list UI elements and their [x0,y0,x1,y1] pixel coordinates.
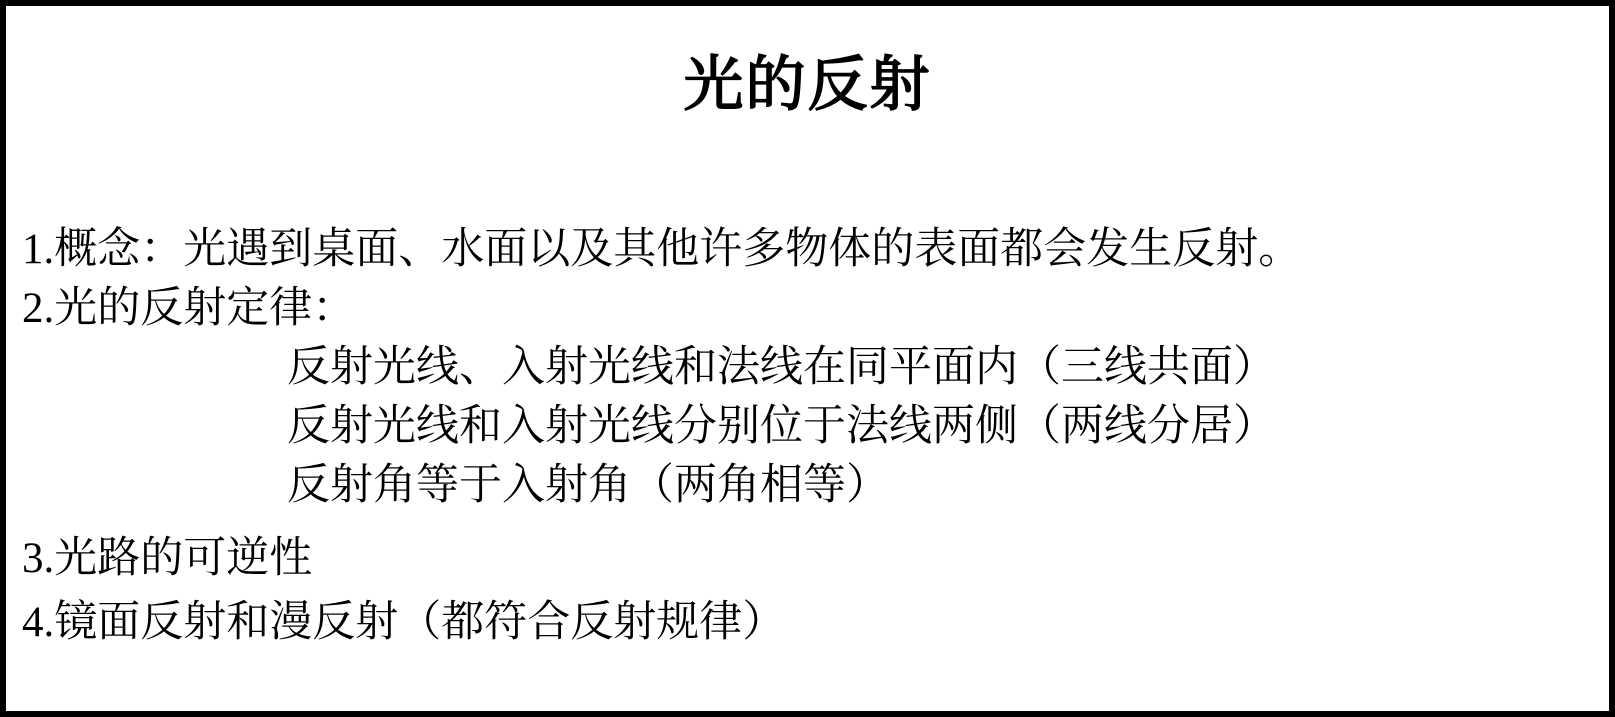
content-line-1: 1.概念：光遇到桌面、水面以及其他许多物体的表面都会发生反射。 [22,226,1302,273]
content-line-4: 4.镜面反射和漫反射（都符合反射规律） [22,599,786,646]
content-subline-1: 反射光线、入射光线和法线在同平面内（三线共面） [287,344,1276,391]
content-subline-3: 反射角等于入射角（两角相等） [287,462,889,509]
content-body [6,220,1609,652]
content-line-3: 3.光路的可逆性 [22,535,313,582]
page-title: 光的反射 [683,52,932,118]
content-subline-2: 反射光线和入射光线分别位于法线两侧（两线分居） [287,403,1276,450]
content-line-2: 2.光的反射定律： [22,285,356,332]
